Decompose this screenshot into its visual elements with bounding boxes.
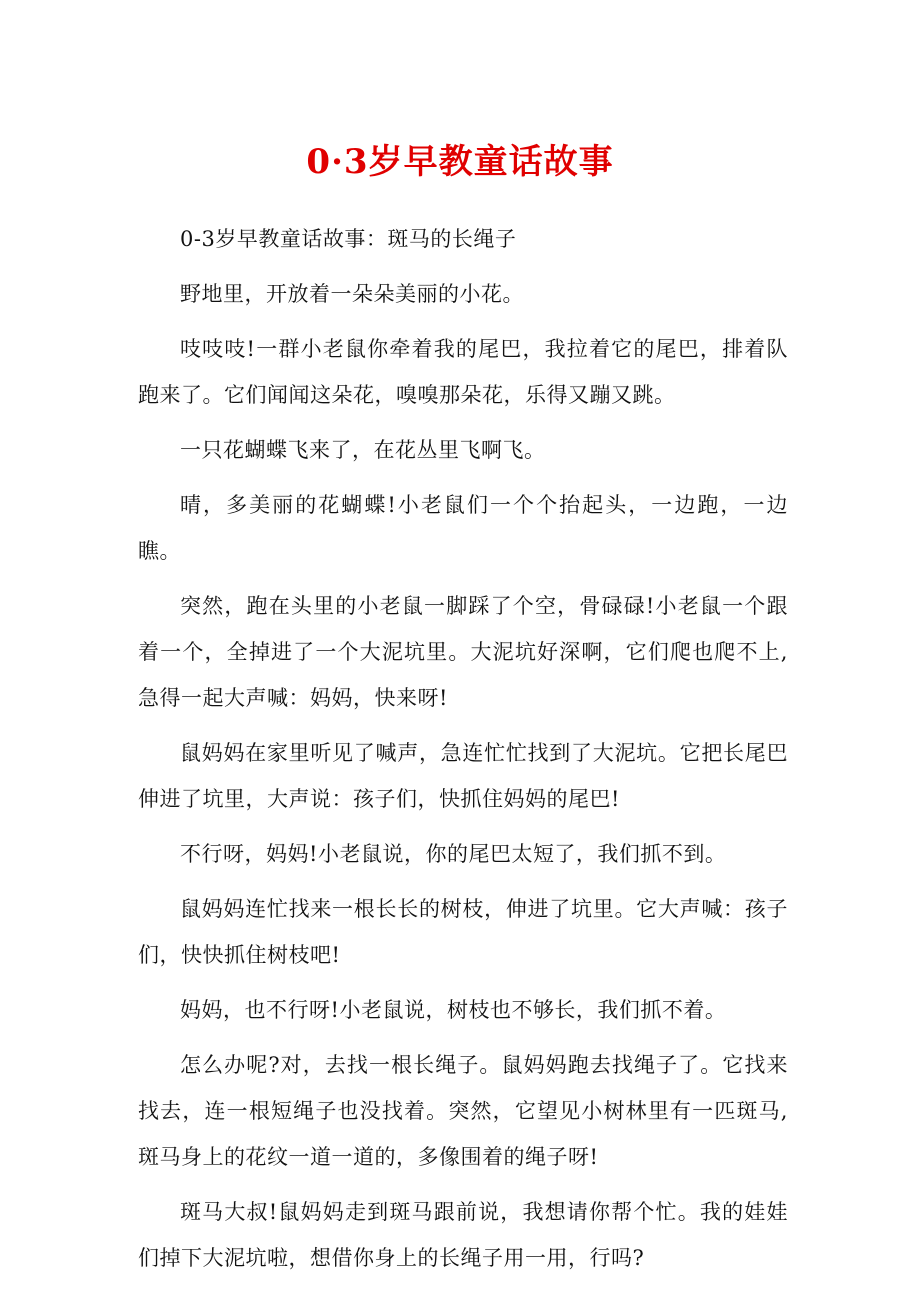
paragraph: 鼠妈妈在家里听见了喊声，急连忙忙找到了大泥坑。它把长尾巴伸进了坑里，大声说：孩子们，快抓住妈妈的尾巴!	[138, 741, 788, 811]
paragraph: 突然，跑在头里的小老鼠一脚踩了个空，骨碌碌!小老鼠一个跟着一个，全掉进了一个大泥坑里。大泥坑好深啊，它们爬也爬不上,急得一起大声喊：妈妈，快来呀!	[138, 594, 788, 710]
paragraph: 鼠妈妈连忙找来一根长长的树枝，伸进了坑里。它大声喊：孩子们，快快抓住树枝吧!	[138, 897, 788, 967]
paragraph: 斑马大叔!鼠妈妈走到斑马跟前说，我想请你帮个忙。我的娃娃们掉下大泥坑啦，想借你身上的长绳子用一用，行吗?	[138, 1200, 788, 1270]
paragraph: 0-3岁早教童话故事：斑马的长绳子	[180, 227, 517, 251]
document-body	[138, 216, 788, 1290]
paragraph: 一只花蝴蝶飞来了，在花丛里飞啊飞。	[180, 438, 546, 462]
paragraph: 晴，多美丽的花蝴蝶!小老鼠们一个个抬起头，一边跑，一边瞧。	[138, 493, 788, 563]
paragraph: 野地里，开放着一朵朵美丽的小花。	[180, 282, 524, 306]
paragraph: 不行呀，妈妈!小老鼠说，你的尾巴太短了，我们抓不到。	[180, 842, 727, 866]
paragraph: 吱吱吱!一群小老鼠你牵着我的尾巴，我拉着它的尾巴，排着队跑来了。它们闻闻这朵花，嗅嗅那朵花，乐得又蹦又跳。	[138, 337, 788, 407]
document-title: 0·3岁早教童话故事	[306, 142, 614, 182]
paragraph: 怎么办呢?对，去找一根长绳子。鼠妈妈跑去找绳子了。它找来找去，连一根短绳子也没找着。突然，它望见小树林里有一匹斑马,斑马身上的花纹一道一道的，多像围着的绳子呀!	[138, 1053, 788, 1169]
paragraph: 妈妈，也不行呀!小老鼠说，树枝也不够长，我们抓不着。	[180, 998, 727, 1022]
